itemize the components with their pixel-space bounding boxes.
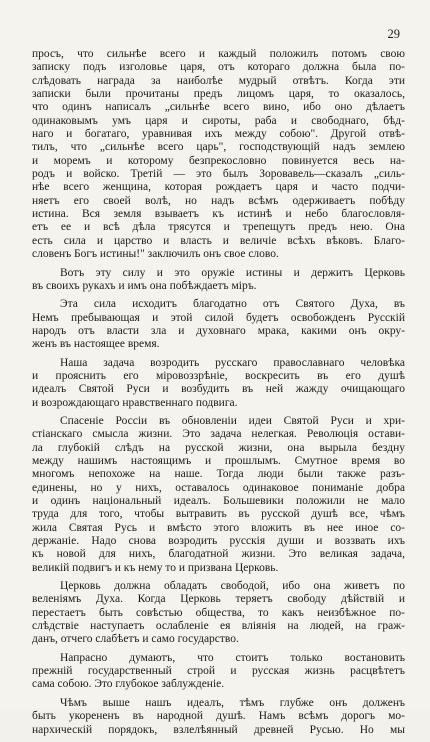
text-line: Вотъ эту силу и это оружіе истины и держитъ Церковь (60, 266, 405, 279)
text-line: Церковь должна обладать свободой, ибо она живетъ по (60, 580, 405, 593)
text-line: етъ ее и всѣ дѣла трясутся и трепещутъ предъ нею. Она (32, 221, 405, 234)
text-line: Напрасно думаютъ, что стоитъ только востановить (60, 651, 405, 664)
text-line: великій подвигъ и къ нему то и призвана Церковь. (32, 561, 279, 574)
paragraph (32, 298, 405, 351)
paragraph (32, 357, 405, 410)
text-line: нѣе всего женщина, которая рождаетъ царя и часто подчи- (32, 181, 405, 194)
paragraph (32, 267, 405, 294)
text-line: быть укорененъ въ народной душѣ. Намъ всѣмъ дорогъ мо- (32, 710, 405, 723)
text-line: единены, но у нихъ, оставалось одинаковое пониманіе добра (32, 481, 405, 494)
text-line: Чѣмъ выше нашъ идеалъ, тѣмъ глубже онъ долженъ (60, 696, 405, 709)
paragraph (32, 580, 405, 647)
text-line: записку подъ изголовье царя, отъ котораго должна была по- (32, 61, 405, 74)
text-line: истина. Вся земля взываетъ къ истинѣ и небо благословля- (32, 208, 405, 221)
text-line: народъ отъ власти зла и духовнаго мрака, какими онъ окру- (32, 324, 405, 337)
text-line: Наша задача возродить русскаго православнаго человѣка (60, 356, 405, 369)
paragraph (32, 415, 405, 575)
text-line: есть сила и царство и власть и величіе всѣхъ вѣковъ. Благо- (32, 234, 405, 247)
text-line: и возрождающаго нравственнаго подвига. (32, 396, 238, 409)
text-line: тилъ, что „сильнѣе всего царь", господствующій надъ землею (32, 141, 405, 154)
text-line: родъ и войско. Третій — это былъ Зоровавель—сказалъ „силь- (32, 168, 405, 181)
text-line: держаніе. Надо снова возродить русскія души и воззвать ихъ (32, 535, 405, 548)
text-line: просъ, что сильнѣе всего и каждый положилъ потомъ свою (32, 48, 405, 60)
text-line: Немъ пребывающая и этой силой будетъ освобожденъ Русскій (32, 311, 405, 324)
text-line: ла глубокій слѣдъ на русской жизни, она вырыла бездну (32, 441, 405, 454)
text-line: между нашимъ настоящимъ и прошлымъ. Смутное время во (32, 454, 405, 467)
text-line: и моремъ и которому безпрекословно повинуется весь на- (32, 154, 405, 167)
paragraph (32, 697, 405, 737)
text-line: веленіямъ Духа. Когда Церковь теряетъ свободу дѣйствій и (32, 593, 405, 606)
body-text (32, 48, 405, 742)
paragraph (32, 48, 405, 262)
text-line: записки были прочитаны предъ лицомъ царя, то оказалось, (32, 88, 405, 101)
text-line: няетъ его своей волѣ, но надъ всѣмъ одерживаетъ побѣду (32, 194, 405, 207)
text-line: Спасеніе Россіи въ обновленіи идеи Святой Руси и хри- (60, 414, 405, 427)
text-line: жила Святая Русь и вмѣсто этого вложить въ нее иное со- (32, 521, 405, 534)
text-line: одинаковымъ умъ царя и сироты, раба и свободнаго, бѣд- (32, 114, 405, 127)
text-line: многомъ непохоже на наше. Тогда люди были также разъ- (32, 468, 405, 481)
text-line: женъ въ настоящее время. (32, 338, 160, 351)
paragraph (32, 652, 405, 692)
text-line: слѣдствіе наступаетъ ослабленіе ея вліянія на людей, на граж- (32, 620, 405, 633)
text-line: въ своихъ рукахъ и имъ она побѣждаетъ міръ. (32, 279, 257, 292)
text-line: Эта сила исходитъ благодатно отъ Святого Духа, въ (60, 298, 405, 311)
text-line: перестаетъ быть совѣстью общества, то какъ неизбѣжное по- (32, 606, 405, 619)
text-line: стіанскаго смысла жизни. Это задача нелегкая. Революція остави- (32, 428, 405, 441)
text-line: къ новой для нихъ, благодатной жизни. Это великая задача, (32, 548, 405, 561)
text-line: словенъ Богъ истины!" заключилъ онъ свое слово. (32, 248, 279, 261)
text-line: наго и богатаго, уравнивая ихъ между собою". Другой отвѣ- (32, 128, 405, 141)
text-line: идеалъ Святой Руси и возбудить въ ней жажду очищающаго (32, 383, 405, 396)
text-line: сама собою. Это глубокое заблужденіе. (32, 678, 225, 691)
page-number: 29 (387, 27, 400, 41)
text-line: труда для того, чтобы вытравить въ русской душѣ все, чѣмъ (32, 508, 405, 521)
text-line: и прояснить его міровоззрѣніе, воскресить въ его душѣ (32, 369, 405, 382)
text-line: и одинъ національный идеалъ. Большевики положили не мало (32, 495, 405, 507)
text-line: слѣдовать награда за наиболѣе мудрый отвѣтъ. Когда эти (32, 74, 405, 87)
text-line: данъ, отчего слабѣетъ и само государство. (32, 633, 239, 646)
text-line: нархическій порядокъ, взлелѣянный древней Русью. Но мы (32, 723, 405, 736)
text-line: что одинъ написалъ „сильнѣе всего вино, ибо оно дѣлаетъ (32, 101, 405, 114)
text-line: прежній государственный строй и русская жизнь расцвѣтетъ (32, 665, 405, 678)
